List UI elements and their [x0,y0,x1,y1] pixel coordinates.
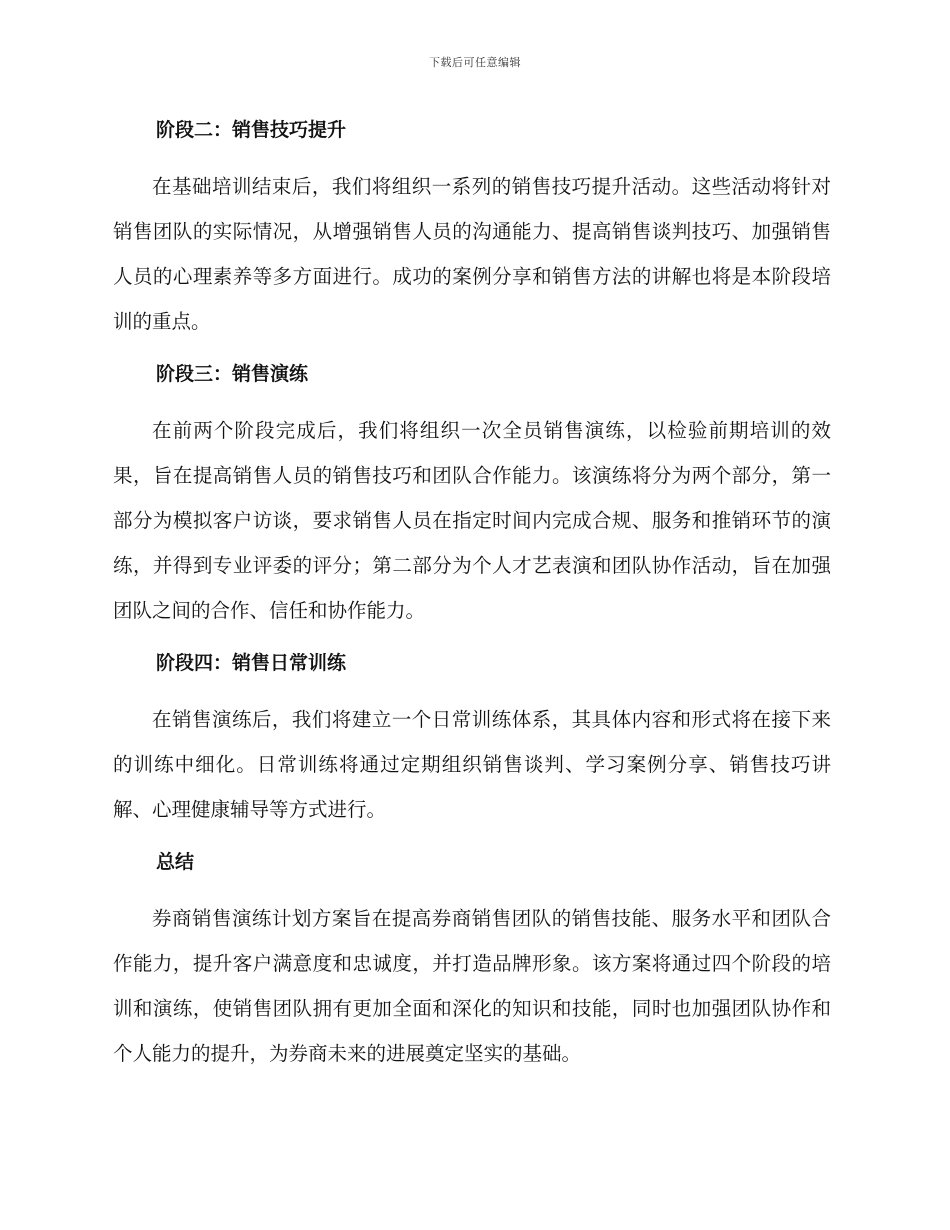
section-heading-stage-three: 阶段三：销售演练 [156,363,309,385]
section-heading-summary: 总结 [156,851,195,873]
section-paragraph-stage-two: 在基础培训结束后，我们将组织一系列的销售技巧提升活动。这些活动将针对销售团队的实际情况，从增强销售人员的沟通能力、提高销售谈判技巧、加强销售人员的心理素养等多方面进行。成功的案例分享和销售方法的讲解也将是本阶段培训的重点。 [113,175,831,333]
section-heading-stage-four: 阶段四：销售日常训练 [156,652,347,674]
document-body [113,112,831,1076]
section-heading-stage-two: 阶段二：销售技巧提升 [156,119,347,141]
section-paragraph-summary: 券商销售演练计划方案旨在提高券商销售团队的销售技能、服务水平和团队合作能力，提升客户满意度和忠诚度，并打造品牌形象。该方案将通过四个阶段的培训和演练，使销售团队拥有更加全面和深化的知识和技能，同时也加强团队协作和个人能力的提升，为券商未来的进展奠定坚实的基础。 [113,907,831,1065]
page-header: 下载后可任意编辑 [429,56,521,69]
section-paragraph-stage-three: 在前两个阶段完成后，我们将组织一次全员销售演练，以检验前期培训的效果，旨在提高销售人员的销售技巧和团队合作能力。该演练将分为两个部分，第一部分为模拟客户访谈，要求销售人员在指定时间内完成合规、服务和推销环节的演练，并得到专业评委的评分；第二部分为个人才艺表演和团队协作活动，旨在加强团队之间的合作、信任和协作能力。 [113,419,831,622]
section-paragraph-stage-four: 在销售演练后，我们将建立一个日常训练体系，其具体内容和形式将在接下来的训练中细化。日常训练将通过定期组织销售谈判、学习案例分享、销售技巧讲解、心理健康辅导等方式进行。 [113,708,831,821]
